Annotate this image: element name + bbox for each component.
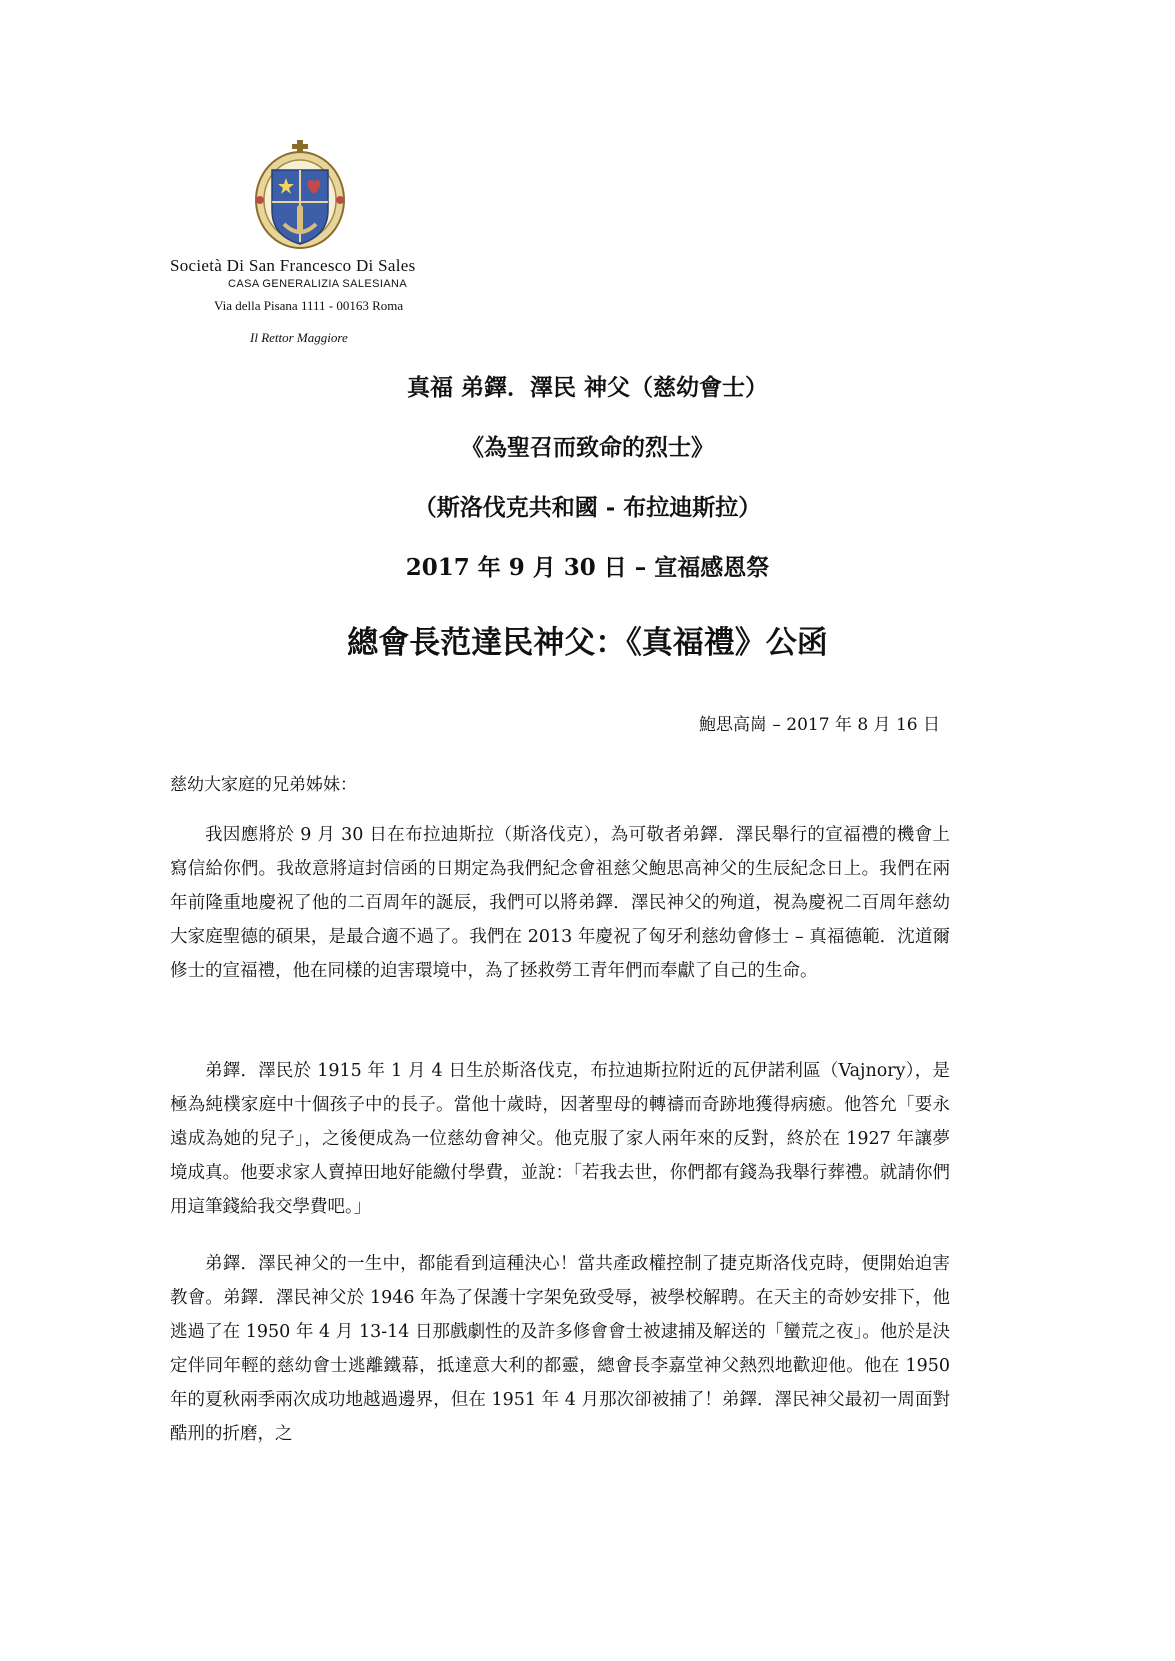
org-name: Società Di San Francesco Di Sales <box>170 256 416 275</box>
header-line-3: （斯洛伐克共和國 - 布拉迪斯拉） <box>413 494 762 521</box>
org-role: Il Rettor Maggiore <box>250 330 348 345</box>
dateline: 鮑思高崗 – 2017 年 8 月 16 日 <box>698 715 940 735</box>
salesian-crest-icon <box>250 140 350 252</box>
letterhead <box>170 140 470 350</box>
org-address: Via della Pisana 1111 - 00163 Roma <box>214 298 404 313</box>
salutation: 慈幼大家庭的兄弟姊妹： <box>170 775 357 795</box>
page-title: 總會長范達民神父：《真福禮》公函 <box>347 625 828 661</box>
header-line-1: 真福 弟鐸．澤民 神父（慈幼會士） <box>406 374 768 401</box>
header-line-4: 2017 年 9 月 30 日 – 宣福感恩祭 <box>405 554 770 581</box>
paragraph-3: 弟鐸．澤民神父的一生中，都能看到這種決心！當共產政權控制了捷克斯洛伐克時，便開始迫害教會。弟鐸．澤民神父於 1946 年為了保護十字架免致受辱，被學校解聘。在天主的奇妙安排下，他逃過了在 1950 年 4 月 13-14 日那戲劇性的及許多修會會士被逮捕及解送的「蠻荒之夜」。他於是決定伴同年輕的慈幼會士逃離鐵幕，抵達意大利的都靈，總會長李嘉堂神父熱烈地歡迎他。他在 1950 年的夏秋兩季兩次成功地越過邊界，但在 1951 年 4 月那次卻被捕了！弟鐸．澤民神父最初一周面對酷刑的折磨，之 <box>170 1254 950 1444</box>
paragraph-2: 弟鐸．澤民於 1915 年 1 月 4 日生於斯洛伐克，布拉迪斯拉附近的瓦伊諾利區（Vajnory），是極為純樸家庭中十個孩子中的長子。當他十歲時，因著聖母的轉禱而奇跡地獲得病癒。他答允「要永遠成為她的兒子」，之後便成為一位慈幼會神父。他克服了家人兩年來的反對，終於在 1927 年讓夢境成真。他要求家人賣掉田地好能繳付學費，並說：「若我去世，你們都有錢為我舉行葬禮。就請你們用這筆錢給我交學費吧。」 <box>170 1061 950 1217</box>
header-line-2: 《為聖召而致命的烈士》 <box>461 434 714 461</box>
org-subtitle: CASA GENERALIZIA SALESIANA <box>228 278 408 290</box>
paragraph-1: 我因應將於 9 月 30 日在布拉迪斯拉（斯洛伐克），為可敬者弟鐸．澤民舉行的宣福禮的機會上寫信給你們。我故意將這封信函的日期定為我們紀念會祖慈父鮑思高神父的生辰紀念日上。我們在兩年前隆重地慶祝了他的二百周年的誕辰，我們可以將弟鐸．澤民神父的殉道，視為慶祝二百周年慈幼大家庭聖德的碩果，是最合適不過了。我們在 2013 年慶祝了匈牙利慈幼會修士 – 真福德範．沈道爾修士的宣福禮，他在同樣的迫害環境中，為了拯救勞工青年們而奉獻了自己的生命。 <box>170 825 950 981</box>
